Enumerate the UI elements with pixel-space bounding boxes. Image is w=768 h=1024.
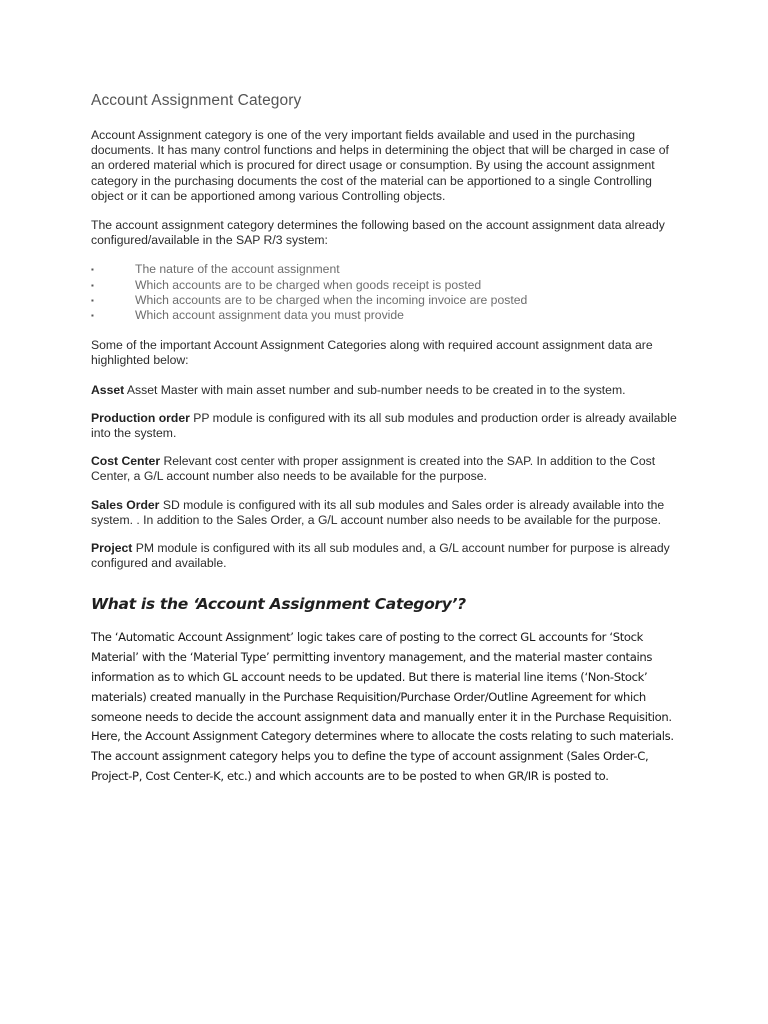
bullet-text: The nature of the account assignment <box>135 262 340 277</box>
bullet-icon: ▪ <box>91 295 94 305</box>
bullet-item <box>91 278 681 293</box>
bullet-item <box>91 262 681 277</box>
bullet-item <box>91 308 681 323</box>
category-project <box>91 541 681 571</box>
category-name: Cost Center <box>91 454 161 469</box>
category-production-order <box>91 411 681 441</box>
bullet-text: Which accounts are to be charged when goods receipt is posted <box>135 277 482 292</box>
section-paragraph: The ‘Automatic Account Assignment’ logic takes care of posting to the correct GL accounts for ‘Stock Material’ with the ‘Material Type’ permitting inventory management, and the material master contains information as to which GL account needs to be updated. But there is material line items (‘Non-Stock’ materials) created manually in the Purchase Requisition/Purchase Order/Outline Agreement for which someone needs to decide the account assignment data and manually enter it in the Purchase Requisition. Here, the Account Assignment Category determines where to allocate the costs relating to such materials. The account assignment category helps you to define the type of account assignment (Sales Order-C, Project-P, Cost Center-K, etc.) and which accounts are to be posted to when GR/IR is posted to. <box>91 630 674 784</box>
bullet-icon: ▪ <box>91 311 94 321</box>
bullet-icon: ▪ <box>91 280 94 290</box>
category-sales-order <box>91 498 681 528</box>
category-asset <box>91 383 681 398</box>
section-heading: What is the ‘Account Assignment Category’? <box>91 595 466 614</box>
intro-paragraph: Account Assignment category is one of the very important fields available and used in the purchasing documents. It has many control functions and helps in determining the object that will be charged in case of an ordered material which is procured for direct usage or consumption. By using the account assignment category in the purchasing documents the cost of the material can be apportioned to a single Controlling object or it can be apportioned among various Controlling objects. <box>91 128 669 203</box>
category-description: SD module is configured with its all sub modules and Sales order is already available into the system. . In addition to the Sales Order, a G/L account number also needs to be available for the purpose. <box>91 497 665 527</box>
document-content <box>91 92 681 787</box>
categories-intro: Some of the important Account Assignment Categories along with required account assignment data are highlighted below: <box>91 338 653 368</box>
determines-bullet-list <box>91 262 681 323</box>
document-title: Account Assignment Category <box>91 92 302 109</box>
category-name: Project <box>91 541 133 556</box>
category-name: Production order <box>91 410 190 425</box>
category-description: PP module is configured with its all sub modules and production order is already available into the system. <box>91 410 677 441</box>
category-name: Sales Order <box>91 497 160 512</box>
bullet-text: Which accounts are to be charged when the incoming invoice are posted <box>135 292 528 307</box>
category-description: Relevant cost center with proper assignment is created into the SAP. In addition to the Cost Center, a G/L account number also needs to be available for the purpose. <box>91 454 656 484</box>
category-description: PM module is configured with its all sub modules and, a G/L account number for purpose is already configured and available. <box>91 541 670 571</box>
category-description: Asset Master with main asset number and sub-number needs to be created in to the system. <box>124 382 626 397</box>
determines-paragraph: The account assignment category determines the following based on the account assignment data already configured/available in the SAP R/3 system: <box>91 218 665 248</box>
category-cost-center <box>91 454 681 484</box>
bullet-item <box>91 293 681 308</box>
bullet-text: Which account assignment data you must provide <box>135 308 404 323</box>
bullet-icon: ▪ <box>91 265 94 275</box>
category-name: Asset <box>91 382 125 397</box>
